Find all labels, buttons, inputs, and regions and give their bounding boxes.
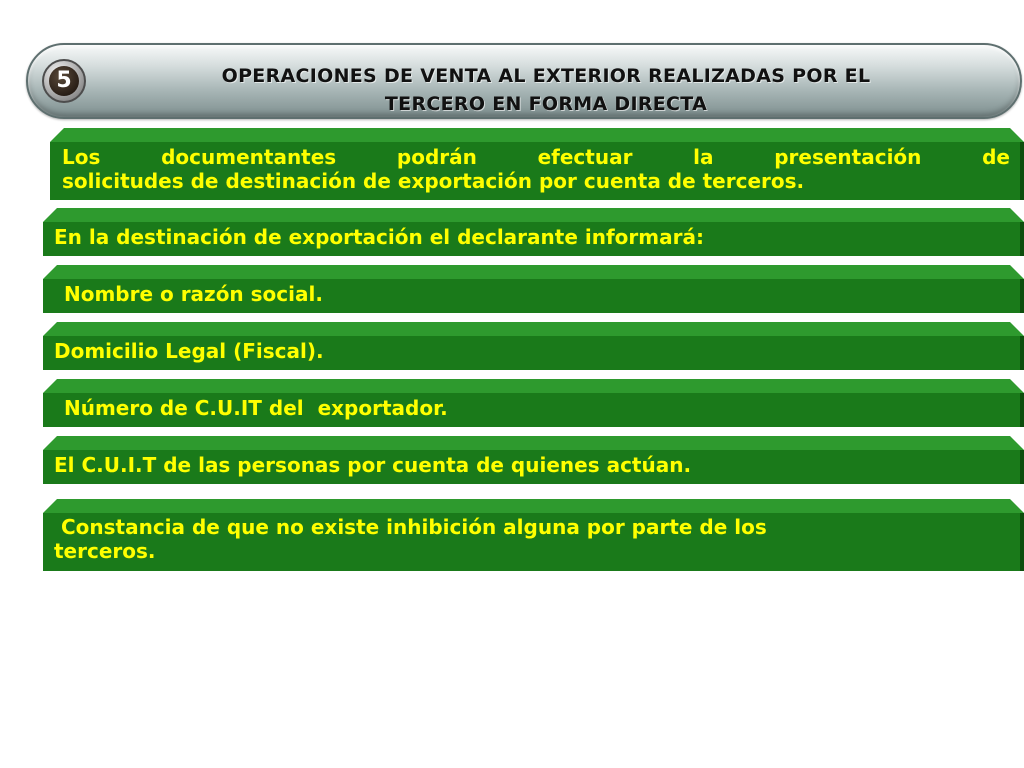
title-line-2: TERCERO EN FORMA DIRECTA [384,93,708,115]
info-panel-name [43,265,1024,313]
section-number: 5 [49,66,79,96]
page-title [112,62,980,118]
panel-cuit-persons-text: El C.U.I.T de las personas por cuenta de quienes actúan. [54,453,692,477]
info-panel-cuit-persons [43,436,1024,484]
panel-intro-line-2: solicitudes de destinación de exportación por cuenta de terceros. [62,169,805,193]
panel-inhibition-line-1: Constancia de que no existe inhibición alguna por parte de los [54,515,767,539]
panel-cuit-exporter-text: Número de C.U.IT del exportador. [57,396,448,420]
info-panel-inhibition [43,499,1024,571]
info-panel-declarant [43,208,1024,256]
info-panel-cuit-exporter [43,379,1024,427]
panel-intro-line-1: Los documentantes podrán efectuar la presentación de [62,145,1010,169]
panel-declarant-text: En la destinación de exportación el declarante informará: [54,225,704,249]
title-banner [26,43,1022,119]
panel-inhibition-line-2: terceros. [54,539,156,563]
info-panel-address [43,322,1024,370]
info-panel-intro [50,128,1024,200]
title-line-1: OPERACIONES DE VENTA AL EXTERIOR REALIZADAS POR EL [221,65,871,87]
panel-address-text: Domicilio Legal (Fiscal). [54,339,324,363]
panel-name-text: Nombre o razón social. [57,282,323,306]
section-number-badge [42,59,86,103]
